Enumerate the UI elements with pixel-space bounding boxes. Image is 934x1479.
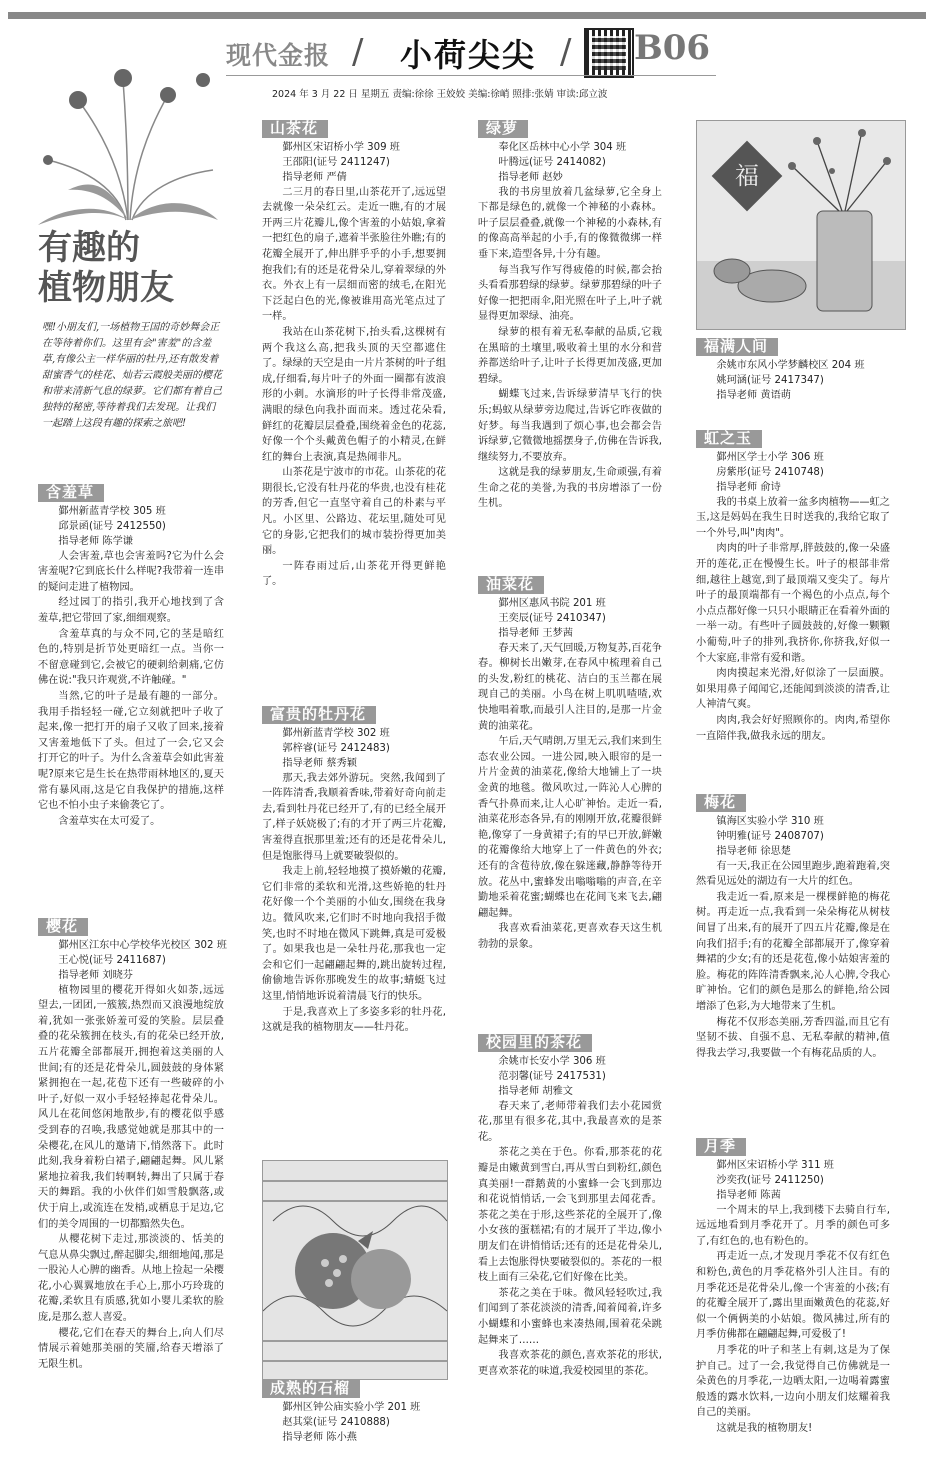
article-paragraph: 含羞草实在太可爱了。 — [58, 815, 161, 827]
article-paragraph: 一个周末的早上,我到楼下去骑自行车,远远地看到月季花开了。月季的颜色可多了,有红色的,也有粉色的。 — [696, 1204, 890, 1247]
article-paragraph: 有一天,我正在公园里跑步,跑着跑着,突然看见远处的湖边有一大片的红色。 — [696, 860, 890, 888]
article-paragraph: 蝴蝶飞过来,告诉绿萝清早飞行的快乐;蚂蚁从绿萝旁边爬过,告诉它昨夜做的好梦。每当我遇到了烦心事,也会都会告诉绿萝,它微微地摇摆身子,仿佛在告诉我,继续努力,不要放弃。 — [478, 389, 662, 463]
article-hanxiucao — [38, 484, 224, 829]
article-school: 鄞州新蓝青学校 305 班 — [58, 505, 166, 517]
article-paragraph: 我的书桌上放着一盆多肉植物——虹之玉,这是妈妈在我生日时送我的,我给它取了一个外号,叫"肉肉"。 — [696, 496, 890, 539]
article-paragraph: 二三月的春日里,山茶花开了,远远望去就像一朵朵红云。走近一瞧,有的才展开两三片花瓣儿,像个害羞的小姑娘,拿着一把红色的扇子,遮着半张脸往外瞧;有的花瓣全展开了,伸出胖乎乎的小手,想要拥抱我们;有的还是花骨朵儿,穿着翠绿的外衣。外衣上有一层细而密的绒毛,在阳光下泛起白色的光,像被谁用高光笔点过了一样。 — [262, 186, 446, 323]
article-school: 镇海区实验小学 310 班 — [716, 815, 824, 827]
article-yueji — [696, 1138, 890, 1437]
newspaper-brand: 现代金报 — [226, 41, 331, 70]
article-teacher: 指导老师 陈茜 — [716, 1189, 781, 1201]
article-author: 范羽馨(证号 2417531) — [498, 1070, 606, 1082]
article-paragraph: 我走上前,轻轻地摸了摸娇嫩的花瓣,它们非常的柔软和光滑,这些娇艳的牡丹花好像一个个美丽的小仙女,围绕在我身边。微风吹来,它们时不时地向我招手微笑,也时不时地在微风下跳舞,真是可爱极了。如果我也是一朵牡丹花,那我也一定会和它们一起翩翩起舞的,跳出旋转过程,偷偷地告诉你那晚发生的故事;蜻蜓飞过这里,悄悄地诉说着清晨飞行的快乐。 — [262, 866, 446, 1002]
article-paragraph: 再走近一点,才发现月季花不仅有红色和粉色,黄色的月季花格外引人注目。有的月季花还是花骨朵儿,像一个害羞的小孩;有的花瓣全展开了,露出里面嫩黄色的花蕊,好似一个俩俩美的小姑娘。微风拂过,所有的月季仿佛都在翩翩起舞,可爱极了! — [696, 1251, 890, 1341]
article-tag: 福满人间 — [696, 338, 778, 356]
article-tag: 油菜花 — [478, 576, 544, 594]
article-teacher: 指导老师 蔡秀颖 — [282, 757, 357, 769]
article-teacher: 指导老师 严倩 — [282, 171, 347, 183]
article-paragraph: 绿萝的根有着无私奉献的品质,它栽在黑暗的土壤里,吸收着土里的水分和营养都送给叶子,让叶子长得更加茂盛,更加碧绿。 — [478, 326, 662, 385]
article-paragraph: 从樱花树下走过,那淡淡的、恬美的气息从鼻尖飘过,醉起脚尖,细细地闻,那是一股沁人心脾的幽香。从地上捡起一朵樱花,小心翼翼地放在手心上,那小巧玲珑的花瓣,柔软且有质感,犹如小婴儿柔软的脸庞,是那么惹人喜爱。 — [38, 1234, 224, 1324]
article-paragraph: 我喜欢看油菜花,更喜欢春天这生机勃勃的景象。 — [478, 923, 662, 950]
article-paragraph: 一阵春雨过后,山茶花开得更鲜艳了。 — [262, 560, 446, 588]
article-paragraph: 我走近一看,原来是一棵棵鲜艳的梅花树。再走近一点,我看到一朵朵梅花从树枝间冒了出来,有的展开了四五片花瓣,像是在向我们招手;有的花瓣全部都展开了,像穿着舞裙的少女;有的还是花苞,像小姑娘害羞的脸。梅花的阵阵清香飘来,沁人心脾,令我心旷神怡。它们的颜色是那么的鲜艳,给公园增添了色彩,为大地带来了生机。 — [696, 891, 890, 1012]
article-author: 赵其棠(证号 2410888) — [282, 1416, 390, 1428]
article-youcaihua — [478, 576, 662, 952]
article-paragraph: 茶花之美在于味。微风轻轻吹过,我们闻到了茶花淡淡的清香,闻着闻着,许多小蝴蝶和小蜜蜂也来凑热闹,围着花朵跳起舞来了…… — [478, 1287, 662, 1346]
article-teacher: 指导老师 陈学谦 — [58, 535, 133, 547]
article-paragraph: 人会害羞,草也会害羞吗?它为什么会害羞呢?它到底长什么样呢?我带着一连串的疑问走进了植物园。 — [38, 550, 224, 593]
article-author: 郭梓睿(证号 2412483) — [282, 742, 390, 754]
article-paragraph: 那天,我去郊外游玩。突然,我闻到了一阵阵清香,我顺着香味,带着好奇向前走去,看到牡丹花已经开了,有的已经全展开了,样子妖娆极了;有的才开了两三片花瓣,害羞得直抿那里羞;还有的还是花骨朵儿,但是饱胀得马上就要破裂似的。 — [262, 772, 446, 862]
article-school: 鄞州区江东中心学校华光校区 302 班 — [58, 939, 227, 951]
article-tag: 月季 — [696, 1138, 746, 1156]
article-author: 叶腾远(证号 2414082) — [498, 156, 606, 168]
article-teacher: 指导老师 刘晓芬 — [58, 969, 133, 981]
article-school: 余姚市东风小学梦麟校区 204 班 — [716, 359, 865, 371]
article-paragraph: 午后,天气晴朗,万里无云,我们来到生态农业公园。一进公园,映入眼帘的是一片片金黄的油菜花,像给大地铺上了一块金黄的地毯。微风吹过,一阵沁人心脾的香气扑鼻而来,让人心旷神怡。走近一看,油菜花形态各异,有的刚刚开放,花瓣很鲜艳,像穿了一身黄裙子;有的早已开放,鲜嫩的花瓣像给大地穿上了一件黄色的外衣;还有的含苞待放,像在躲迷藏,静静等待开放。花丛中,蜜蜂发出嗡嗡嗡的声音,在辛勤地采着花蜜;蝴蝶也在花间飞来飞去,翩翩起舞。 — [478, 736, 662, 919]
article-yinghua — [38, 917, 227, 1372]
page-number: B06 — [634, 28, 711, 68]
article-school: 鄞州区惠风书院 201 班 — [498, 597, 606, 609]
section-title: 小荷尖尖 — [400, 36, 537, 74]
article-tag: 山茶花 — [262, 120, 328, 138]
article-paragraph: 每当我写作写得疲倦的时候,都会抬头看看那碧绿的绿萝。绿萝那碧绿的叶子好像一把把雨伞,阳光照在叶子上,叶子就显得更加翠绿、油亮。 — [478, 264, 662, 323]
article-teacher: 指导老师 陈小燕 — [282, 1431, 357, 1443]
article-paragraph: 经过园丁的指引,我开心地找到了含羞草,把它带回了家,细细观察。 — [38, 597, 224, 624]
article-tag: 梅花 — [696, 794, 746, 812]
article-paragraph: 肉肉的叶子非常厚,胖鼓鼓的,像一朵盛开的莲花,正在慢慢生长。叶子的根部非常细,越往上越宽,到了最顶端又变尖了。每片叶子的最顶端都有一个褐色的小点点,每个小点点都好像一只只小眼睛正在看着外面的一举一动。有些叶子圆鼓鼓的,好像一颗颗小葡萄,叶子的排列,我挤你,你挤我,好似一个大家庭,非常有爱和谐。 — [696, 543, 890, 664]
qr-code-icon — [584, 28, 634, 78]
dateline: 2024 年 3 月 22 日 星期五 责编:徐徐 王姣姣 美编:徐峭 照排:张婧 审读:邱立波 — [272, 89, 608, 100]
article-paragraph: 肉肉,我会好好照顾你的。肉肉,希望你一直陪伴我,做我永远的朋友。 — [696, 714, 890, 742]
article-tag: 虹之玉 — [696, 430, 762, 448]
article-author: 王奕辰(证号 2410347) — [498, 612, 606, 624]
article-tag: 校园里的茶花 — [478, 1034, 592, 1052]
feature-title — [38, 228, 174, 308]
article-paragraph: 植物园里的樱花开得如火如荼,远远望去,一团团,一簇簇,热烈而又浪漫地绽放着,犹如一张张娇羞可爱的笑脸。层层叠叠的花朵簇拥在枝头,有的花朵已经开放,五片花瓣全部都展开,拥抱着这美丽的人世间;有的还是花骨朵儿,圆鼓鼓的身体紧紧拥抱在一起,花苞下还有一些破碎的小叶子,好似一双小手轻轻捧起花骨朵儿。风儿在花间悠闲地散步,有的樱花似乎感受到春的召唤,我感觉她就是那其中的一朵樱花,在风儿的邀请下,悄然落下。此时此刻,我身着粉白裙子,翩翩起舞。风儿紧紧地拉着我,我们转啊转,舞出了只属于春天的舞蹈。我的小伙伴们如雪般飘落,或伏于肩上,或流连在发梢,或栖息于足边,它们的美令周围的一切都黯然失色。 — [38, 984, 224, 1230]
flower-illustration — [18, 60, 228, 230]
article-paragraph: 我喜欢茶花的颜色,喜欢茶花的形状,更喜欢茶花的味道,我爱校园里的茶花。 — [478, 1350, 662, 1377]
article-teacher: 指导老师 胡雅文 — [498, 1085, 573, 1097]
still-life-artwork — [696, 120, 906, 330]
article-hongzhiyu — [696, 430, 890, 744]
article-tag: 成熟的石榴 — [262, 1380, 360, 1398]
article-paragraph: 茶花之美在于色。你看,那茶花的花瓣是由嫩黄到雪白,再从雪白到粉红,颜色真美丽!一群鹅黄的小蜜蜂一会飞到那边和花说悄悄话,一会飞到那里去闻花香。茶花之美在于形,这些茶花的全展开了,像小女孩的蛋糕裙;有的才展开了半边,像小朋友们在讲悄悄话;还有的还是花骨朵儿,看上去饱胀得快要破裂似的。茶花的一根枝上面有三朵花,它们好像在比美。 — [478, 1147, 662, 1284]
article-author: 王邵阳(证号 2411247) — [282, 156, 390, 168]
article-teacher: 指导老师 俞诗 — [716, 481, 781, 493]
divider-slash: / — [352, 32, 364, 72]
svg-text:福: 福 — [735, 162, 759, 190]
article-school: 鄞州区学士小学 306 班 — [716, 451, 824, 463]
article-author: 沙奕孜(证号 2411250) — [716, 1174, 824, 1186]
top-rule — [8, 12, 926, 19]
feature-title-line1: 有趣的 — [38, 228, 140, 268]
article-lvluo — [478, 120, 662, 512]
article-shanchahua — [262, 120, 446, 590]
article-teacher: 指导老师 黄语萌 — [716, 389, 791, 401]
article-paragraph: 含羞草真的与众不同,它的茎是暗红色的,特别是折节处更暗红一点。当你一不留意碰到它,会被它的硬刺给刺痛,它仿佛在说:"我只许观赏,不许触碰。" — [38, 628, 224, 687]
article-paragraph: 梅花不仅形态美丽,芳香四溢,而且它有坚韧不拔、自强不息、无私奉献的精神,值得我去学习,我要做一个有梅花品质的人。 — [696, 1016, 890, 1059]
pomegranate-artwork — [262, 1160, 448, 1380]
article-school: 鄞州区钟公庙实验小学 201 班 — [282, 1401, 421, 1413]
article-school: 鄞州新蓝青学校 302 班 — [282, 727, 390, 739]
article-shiliu — [262, 1380, 446, 1445]
article-paragraph: 我站在山茶花树下,抬头看,这棵树有两个我这么高,把我头顶的天空都遮住了。绿绿的天空是由一片片茶树的叶子组成,仔细看,每片叶子的外面一圈都有波浪形的小刺。水滴形的叶子长得非常茂盛,满眼的绿色向我扑面而来。透过花朵看,鲜红的花瓣层层叠叠,围绕着金色的花蕊,好像一个个头戴黄色帽子的小精灵,在鲜红的舞台上表演,真是热闹非凡。 — [262, 326, 446, 463]
article-chahua — [478, 1034, 662, 1379]
article-tag: 绿萝 — [478, 120, 528, 138]
article-author: 王心悦(证号 2411687) — [58, 954, 166, 966]
article-paragraph: 这就是我的植物朋友! — [716, 1422, 813, 1434]
article-author: 钟明雅(证号 2408707) — [716, 830, 824, 842]
article-tag: 富贵的牡丹花 — [262, 706, 376, 724]
article-paragraph: 月季花的叶子和茎上有刺,这是为了保护自己。过了一会,我觉得自己仿佛就是一朵黄色的月季花,一边晒太阳,一边喝着露蜜般透的露水饮料,一边向小朋友们炫耀着我自己的美丽。 — [696, 1344, 890, 1419]
article-paragraph: 当然,它的叶子是最有趣的一部分。我用手指轻轻一碰,它立刻就把叶子收了起来,像一把打开的扇子又收了回来,接着又害羞地低下了头。但过了一会,它又会打开它的叶子。为什么含羞草会如此害羞呢?原来它是生长在热带雨林地区的,夏天常有暴风雨,这是它自我保护的措施,这样它也不怕小虫子来偷袭它了。 — [38, 690, 224, 812]
article-paragraph: 春天来了,老师带着我们去小花园赏花,那里有很多花,其中,我最喜欢的是茶花。 — [478, 1100, 662, 1143]
article-author: 邱景函(证号 2412550) — [58, 520, 166, 532]
feature-intro: 嘿!小朋友们,一场植物王国的奇妙舞会正在等待着你们。这里有会"害羞"的含羞草,有像公主一样华丽的牡丹,还有散发着甜蜜香气的桂花、灿若云霞般美丽的樱花和带来清新气息的绿萝。它们都有着自己独特的秘密,等待着我们去发现。让我们一起踏上这段有趣的探索之旅吧! — [42, 322, 222, 429]
article-paragraph: 这就是我的绿萝朋友,生命顽强,有着生命之花的美誉,为我的书房增添了一份生机。 — [478, 467, 662, 510]
article-paragraph: 樱花,它们在春天的舞台上,向人们尽情展示着她那美丽的笑靥,给春天增添了无限生机。 — [38, 1327, 224, 1370]
article-paragraph: 山茶花是宁波市的市花。山茶花的花期很长,它没有牡丹花的华贵,也没有桂花的芳香,但它一直坚守着自己的朴素与平凡。小区里、公路边、花坛里,随处可见它的身影,它把我们的城市装扮得更加美丽。 — [262, 467, 446, 557]
article-school: 鄞州区宋诏桥小学 311 班 — [716, 1159, 834, 1171]
article-author: 房紫彤(证号 2410748) — [716, 466, 824, 478]
article-tag: 樱花 — [38, 918, 88, 936]
article-fuman — [696, 338, 902, 403]
article-teacher: 指导老师 赵妙 — [498, 171, 563, 183]
article-teacher: 指导老师 王梦茜 — [498, 627, 573, 639]
article-meihua — [696, 794, 890, 1061]
article-tag: 含羞草 — [38, 484, 104, 502]
article-school: 余姚市长安小学 306 班 — [498, 1055, 606, 1067]
article-paragraph: 于是,我喜欢上了多姿多彩的牡丹花,这就是我的植物朋友——牡丹花。 — [262, 1006, 446, 1034]
header-rule — [226, 75, 716, 76]
divider-slash: / — [560, 32, 572, 72]
feature-title-line2: 植物朋友 — [38, 268, 174, 308]
article-author: 姚珂涵(证号 2417347) — [716, 374, 824, 386]
article-mudan — [262, 706, 446, 1036]
article-paragraph: 肉肉摸起来光滑,好似涂了一层面膜。如果用鼻子闻闻它,还能闻到淡淡的清香,让人神清气爽。 — [696, 668, 890, 711]
article-school: 奉化区岳林中心小学 304 班 — [498, 141, 627, 153]
article-paragraph: 春天来了,天气回暖,万物复苏,百花争春。柳树长出嫩芽,在春风中梳理着自己的头发,粉红的桃花、洁白的玉兰都在展现自己的美丽。小鸟在树上叽叽喳喳,欢快地唱着歌,而最引人注目的,是那一片金黄的油菜花。 — [478, 642, 662, 732]
article-teacher: 指导老师 徐思楚 — [716, 845, 791, 857]
article-school: 鄞州区宋诏桥小学 309 班 — [282, 141, 400, 153]
article-paragraph: 我的书房里放着几盆绿萝,它全身上下都是绿色的,就像一个神秘的小森林。叶子层层叠叠,就像一个神秘的小森林,有的像高高举起的小手,有的像微微绑一样垂下来,造型各异,十分有趣。 — [478, 186, 662, 260]
